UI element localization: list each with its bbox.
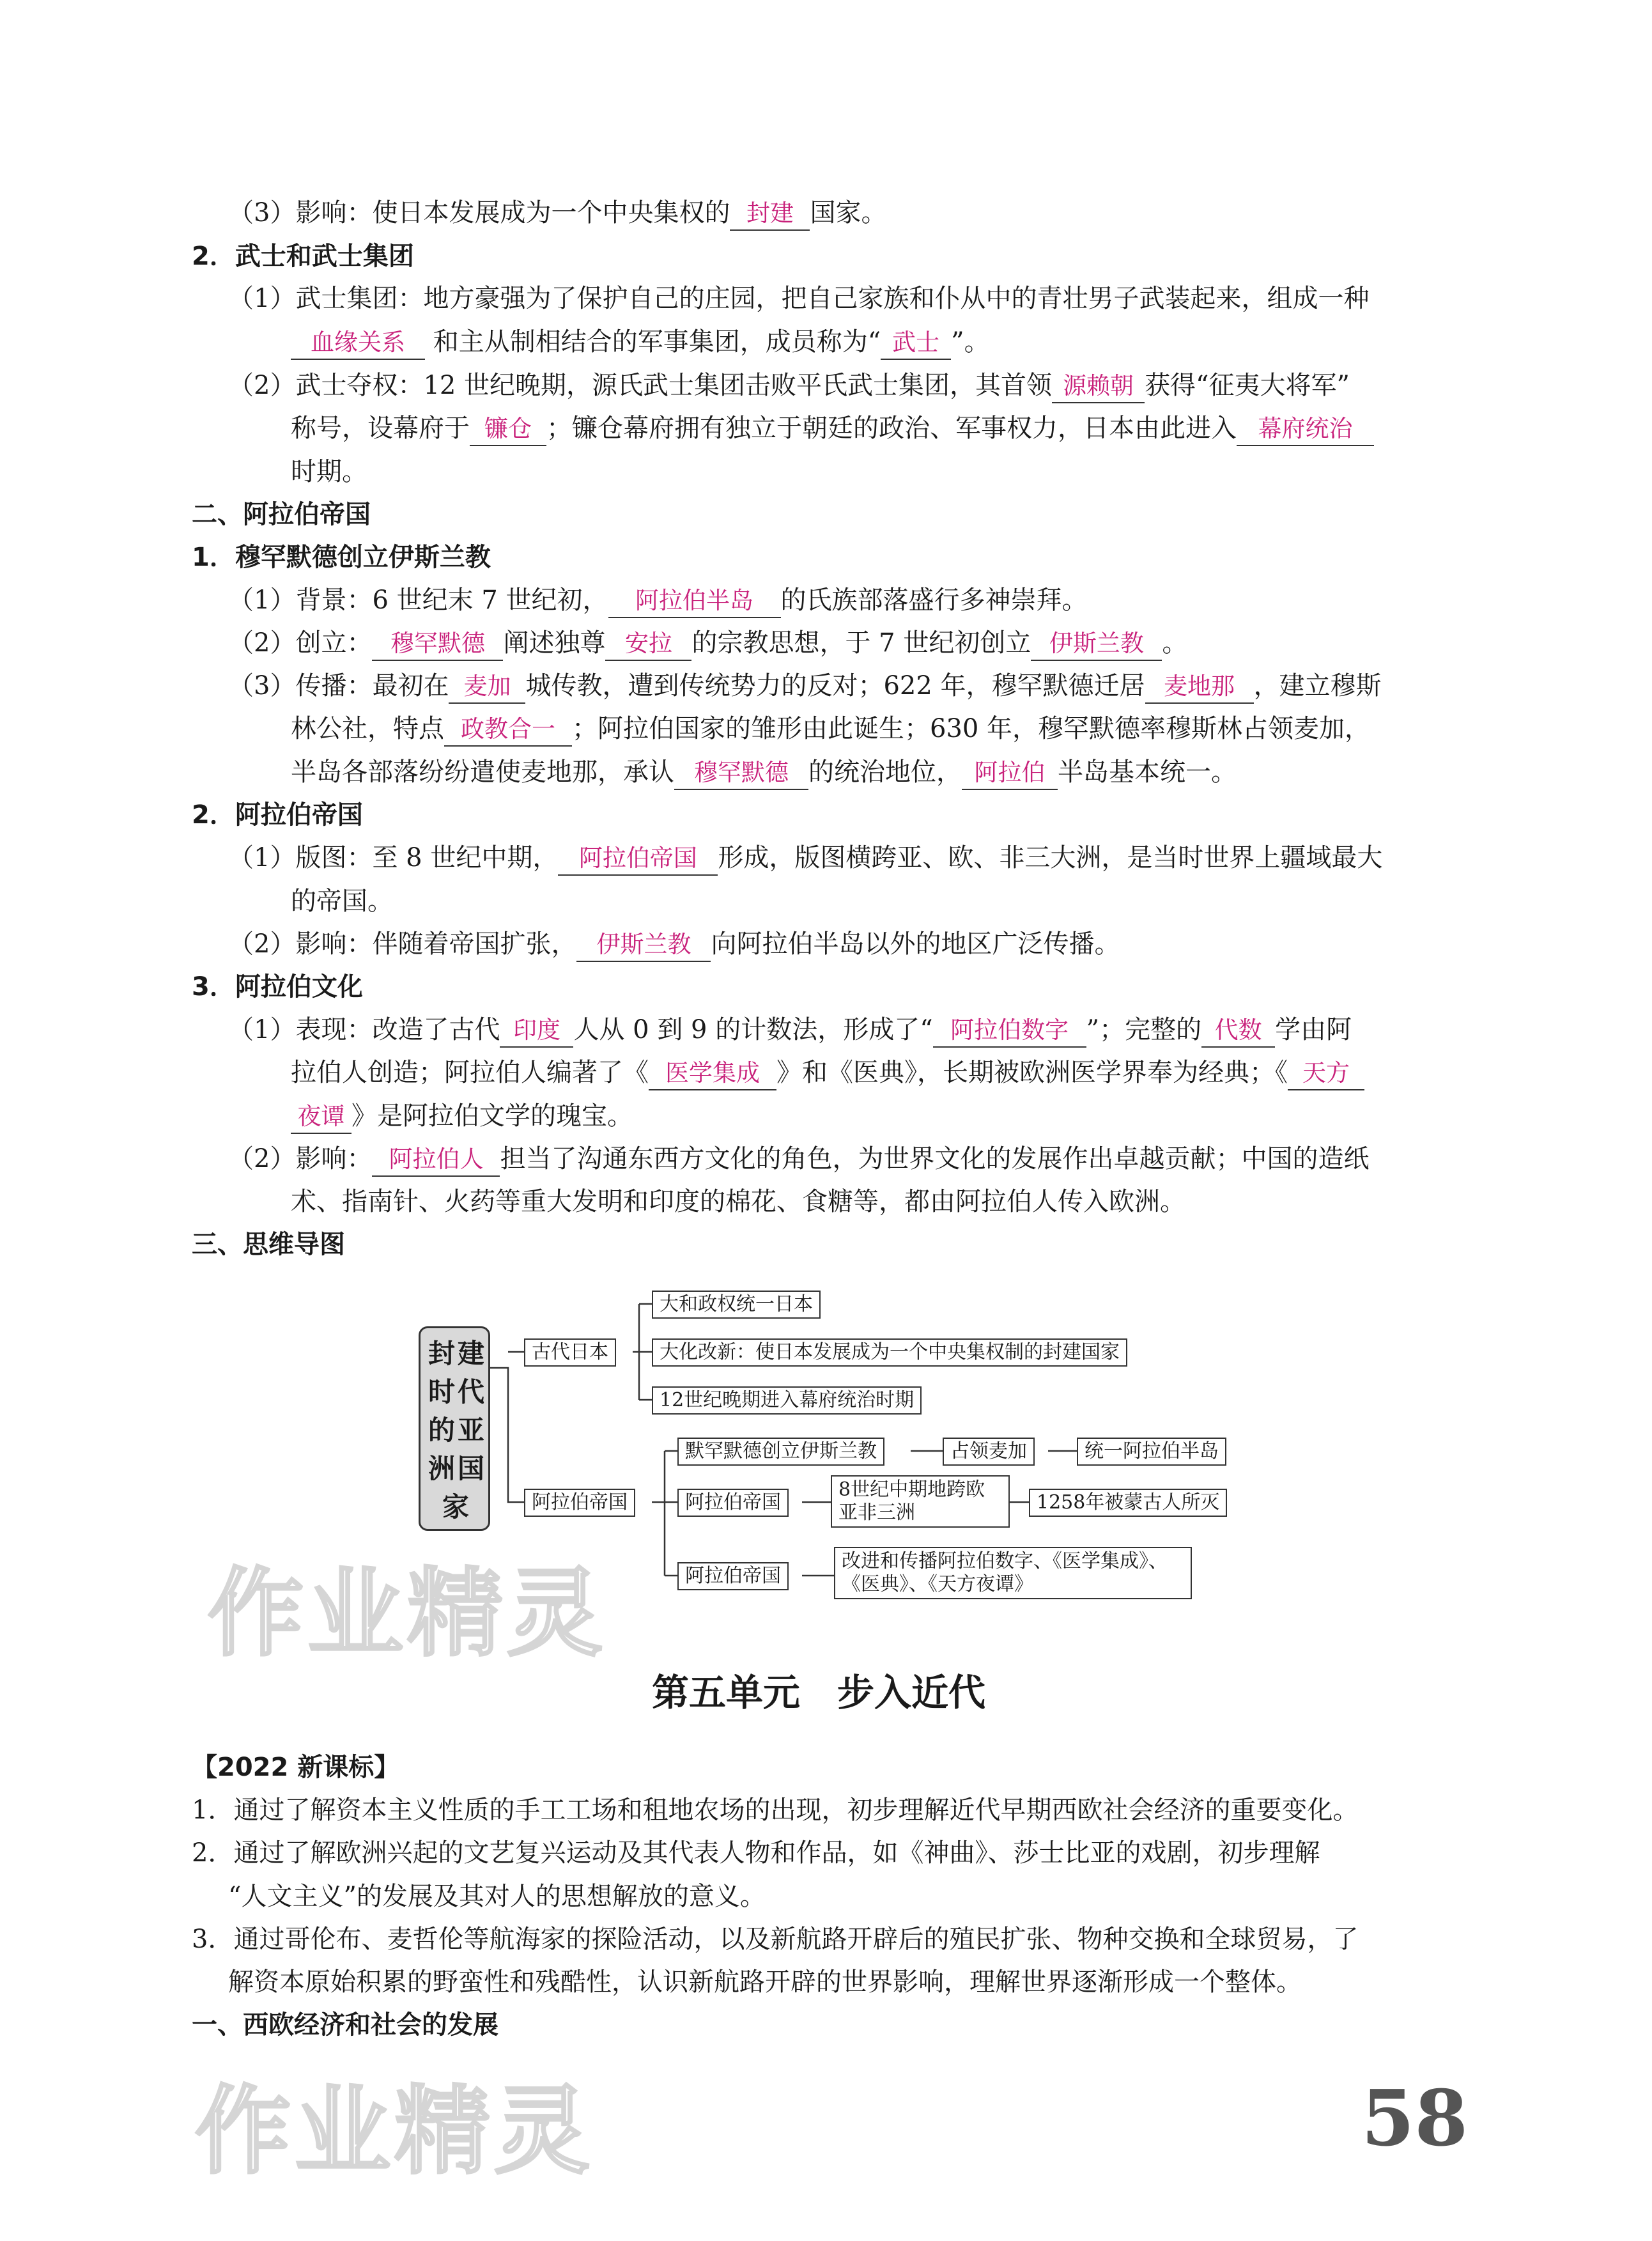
mindmap-node: 8世纪中期地跨欧亚非三洲 [831,1475,1010,1528]
answer-blank: 印度 [500,1014,573,1048]
answer-blank: 穆罕默德 [372,628,503,661]
mindmap-node: 大和政权统一日本 [652,1291,821,1319]
answer-blank: 血缘关系 [291,327,425,360]
mindmap-node: 占领麦加 [943,1438,1035,1466]
text-line: （1）表现：改造了古代 印度 人从 0 到 9 的计数法，形成了“ 阿拉伯数字 ”；完整的 代数 学由阿 [228,1011,1352,1049]
answer-blank: 武士 [881,327,951,360]
text-line: 术、指南针、火药等重大发明和印度的棉花、食糖等，都由阿拉伯人传入欧洲。 [291,1187,1185,1216]
text-line: （3）传播：最初在 麦加 城传教，遭到传统势力的反对；622 年，穆罕默德迁居 麦地那 ，建立穆斯 [228,667,1382,705]
mindmap-node: 12世纪晚期进入幕府统治时期 [652,1386,922,1415]
answer-blank: 医学集成 [649,1057,776,1090]
text-line: 1．通过了解资本主义性质的手工工场和租地农场的出现，初步理解近代早期西欧社会经济的重要变化。 [192,1795,1359,1825]
text-line: （2）影响： 阿拉伯人 担当了沟通东西方文化的角色，为世界文化的发展作出卓越贡献；中国的造纸 [228,1140,1369,1178]
mindmap-node: 阿拉伯帝国 [677,1489,789,1517]
answer-blank: 阿拉伯帝国 [558,842,718,876]
text-line: 时期。 [291,457,367,486]
text-line: （1）武士集团：地方豪强为了保护自己的庄园，把自己家族和仆从中的青壮男子武装起来，组成一种 [228,284,1370,313]
answer-blank: 镰仓 [470,413,546,446]
text-line: 3．通过哥伦布、麦哲伦等航海家的探险活动，以及新航路开辟后的殖民扩张、物种交换和全球贸易，了 [192,1925,1359,1954]
section-heading: 2．阿拉伯帝国 [192,800,363,830]
text-line: 解资本原始积累的野蛮性和残酷性，认识新航路开辟的世界影响，理解世界逐渐形成一个整体。 [228,1967,1302,1997]
text-line: （2）影响：伴随着帝国扩张， 伊斯兰教 向阿拉伯半岛以外的地区广泛传播。 [228,925,1120,963]
unit-title: 第五单元 步入近代 [652,1671,986,1714]
text-line: “人文主义”的发展及其对人的思想解放的意义。 [228,1882,766,1911]
text-line: （3）影响：使日本发展成为一个中央集权的 封建 国家。 [228,194,886,232]
section-heading: 2．武士和武士集团 [192,242,414,271]
text-line: （2）武士夺权：12 世纪晚期，源氏武士集团击败平氏武士集团，其首领 源赖朝 获得“征夷大将军” [228,366,1350,405]
answer-blank: 穆罕默德 [674,757,808,790]
section-heading: 3．阿拉伯文化 [192,972,363,1002]
answer-blank: 阿拉伯 [962,757,1058,790]
mindmap-root: 封 时 的 洲 建 代 亚 国 家 [419,1326,490,1531]
section-heading: 一、西欧经济和社会的发展 [192,2010,498,2040]
mindmap-node: 大化改新：使日本发展成为一个中央集权制的封建国家 [652,1338,1127,1367]
text-line: 林公社，特点 政教合一 ；阿拉伯国家的雏形由此诞生；630 年，穆罕默德率穆斯林占领麦加， [291,710,1370,748]
text-line: 的帝国。 [291,887,393,916]
mindmap-node: 1258年被蒙古人所灭 [1029,1489,1227,1517]
text-line: （2）创立： 穆罕默德 阐述独尊 安拉 的宗教思想，于 7 世纪初创立 伊斯兰教 。 [228,624,1187,662]
answer-blank: 夜谭 [291,1101,351,1134]
answer-blank: 代数 [1201,1014,1275,1048]
answer-blank: 天方 [1288,1057,1364,1090]
answer-blank: 阿拉伯半岛 [608,585,781,618]
answer-blank: 伊斯兰教 [1031,628,1162,661]
answer-blank: 伊斯兰教 [576,929,711,962]
text-line: 半岛各部落纷纷遣使麦地那，承认 穆罕默德 的统治地位， 阿拉伯 半岛基本统一。 [291,753,1237,791]
answer-blank: 麦加 [449,671,525,704]
text-line: 血缘关系 和主从制相结合的军事集团，成员称为“ 武士 ”。 [291,323,990,361]
text-line: （1）背景：6 世纪末 7 世纪初， 阿拉伯半岛 的氏族部落盛行多神崇拜。 [228,581,1088,619]
text-line: 夜谭 》是阿拉伯文学的瑰宝。 [291,1097,633,1135]
text-line: 拉伯人创造；阿拉伯人编著了《 医学集成 》和《医典》，长期被欧洲医学界奉为经典；《 天方 [291,1053,1364,1092]
watermark: 作业精灵 [208,1558,607,1670]
mindmap-node: 改进和传播阿拉伯数字、《医学集成》、《医典》、《天方夜谭》 [834,1547,1192,1599]
section-heading: 【2022 新课标】 [192,1753,400,1782]
mindmap-node: 古代日本 [524,1338,616,1367]
answer-blank: 阿拉伯数字 [933,1014,1086,1048]
mindmap-node: 统一阿拉伯半岛 [1077,1438,1226,1466]
mindmap-node: 阿拉伯帝国 [677,1562,789,1590]
answer-blank: 阿拉伯人 [372,1144,500,1177]
mindmap-node: 默罕默德创立伊斯兰教 [677,1438,884,1466]
section-heading: 三、思维导图 [192,1230,345,1259]
watermark: 作业精灵 [195,2076,594,2187]
answer-blank: 封建 [730,198,810,231]
answer-blank: 幕府统治 [1237,413,1374,446]
section-heading: 二、阿拉伯帝国 [192,500,371,529]
text-line: 2．通过了解欧洲兴起的文艺复兴运动及其代表人物和作品，如《神曲》、莎士比亚的戏剧，初步理解 [192,1838,1320,1868]
answer-blank: 安拉 [605,628,691,661]
answer-blank: 政教合一 [444,713,572,747]
answer-blank: 源赖朝 [1052,370,1145,403]
page-number: 58 [1361,2074,1468,2164]
text-line: （1）版图：至 8 世纪中期， 阿拉伯帝国 形成，版图横跨亚、欧、非三大洲，是当时世界上疆域最大 [228,839,1382,877]
answer-blank: 麦地那 [1145,671,1254,704]
section-heading: 1．穆罕默德创立伊斯兰教 [192,543,491,572]
text-line: 称号，设幕府于 镰仓 ；镰仓幕府拥有独立于朝廷的政治、军事权力，日本由此进入 幕府统治 [291,409,1374,447]
mindmap-node: 阿拉伯帝国 [524,1489,635,1517]
